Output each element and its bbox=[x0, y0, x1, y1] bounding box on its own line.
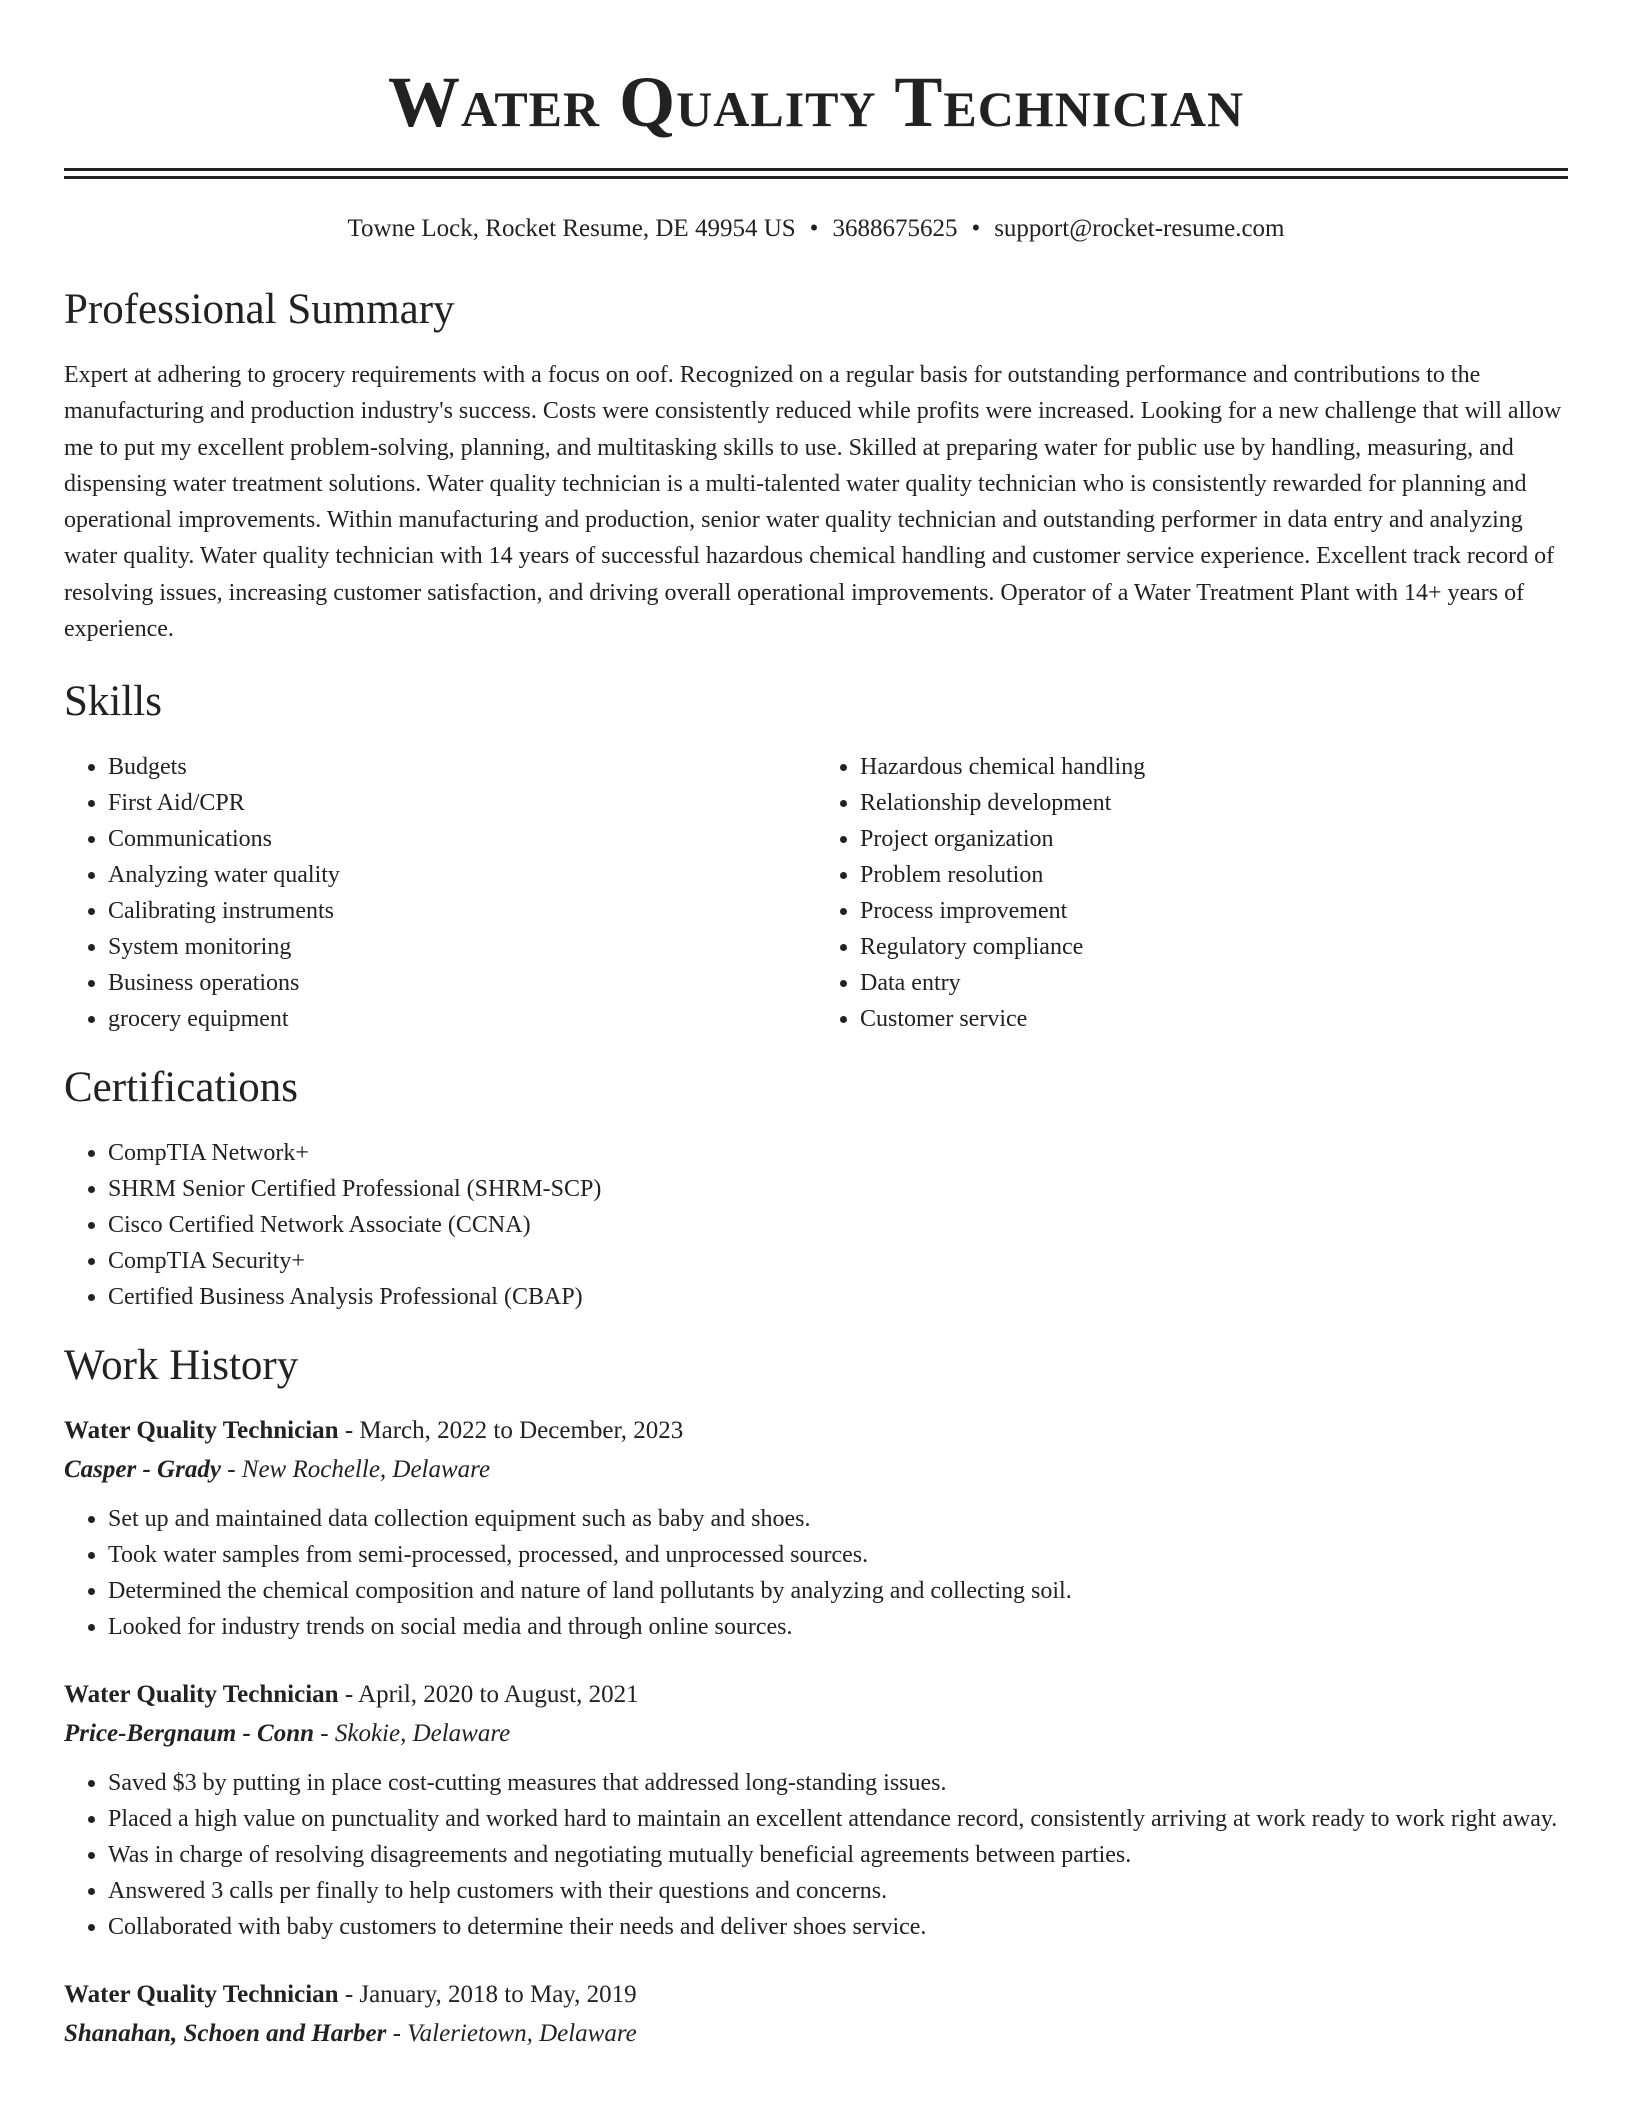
certification-item: • Cisco Certified Network Associate (CCNA) bbox=[108, 1207, 1568, 1243]
job-header bbox=[64, 1675, 1568, 1715]
skill-item: • Relationship development bbox=[860, 785, 1568, 821]
job-company: Price-Bergnaum - Conn bbox=[64, 1720, 315, 1748]
job-bullet-list bbox=[64, 1765, 1568, 1945]
skills-left-list bbox=[64, 749, 816, 1037]
summary-heading: Professional Summary bbox=[64, 286, 455, 333]
skill-item: • First Aid/CPR bbox=[108, 785, 816, 821]
job-role: Water Quality Technician bbox=[64, 1417, 339, 1445]
job-company-line bbox=[64, 2015, 1568, 2053]
contact-address: Towne Lock, Rocket Resume, DE 49954 US bbox=[347, 215, 796, 242]
job-dates: - January, 2018 to May, 2019 bbox=[338, 1981, 637, 2009]
job-bullet-list bbox=[64, 1501, 1568, 1645]
job-company: Shanahan, Schoen and Harber bbox=[64, 2020, 387, 2048]
skill-item: • grocery equipment bbox=[108, 1001, 816, 1037]
skills-heading: Skills bbox=[64, 678, 162, 726]
contact-phone: 3688675625 bbox=[832, 215, 958, 242]
job-company: Casper - Grady bbox=[64, 1456, 221, 1484]
contact-separator: • bbox=[971, 215, 981, 242]
skill-item: • Problem resolution bbox=[860, 857, 1568, 893]
job-bullet: • Collaborated with baby customers to determine their needs and deliver shoes service. bbox=[108, 1909, 1568, 1945]
title-divider-bottom bbox=[64, 176, 1568, 179]
job-entry bbox=[64, 1975, 1568, 2053]
skill-item: • Analyzing water quality bbox=[108, 857, 816, 893]
job-bullet: • Set up and maintained data collection equipment such as baby and shoes. bbox=[108, 1501, 1568, 1537]
job-entry bbox=[64, 1411, 1568, 1645]
job-header bbox=[64, 1411, 1568, 1451]
certification-item: • Certified Business Analysis Professional (CBAP) bbox=[108, 1279, 1568, 1315]
skill-item: • Process improvement bbox=[860, 893, 1568, 929]
job-company-line bbox=[64, 1451, 1568, 1489]
work-history-heading: Work History bbox=[64, 1342, 299, 1390]
job-location: - Valerietown, Delaware bbox=[386, 2020, 637, 2048]
certifications-heading: Certifications bbox=[64, 1064, 299, 1112]
skill-item: • Budgets bbox=[108, 749, 816, 785]
skills-right-list bbox=[816, 749, 1568, 1037]
job-bullet: • Looked for industry trends on social media and through online sources. bbox=[108, 1609, 1568, 1645]
job-bullet: • Took water samples from semi-processed, processed, and unprocessed sources. bbox=[108, 1537, 1568, 1573]
certification-item: • CompTIA Security+ bbox=[108, 1243, 1568, 1279]
job-bullet: • Placed a high value on punctuality and worked hard to maintain an excellent attendance record, consistently arriving at work ready to work right away. bbox=[108, 1801, 1568, 1837]
job-bullet: • Saved $3 by putting in place cost-cutting measures that addressed long-standing issues. bbox=[108, 1765, 1568, 1801]
resume-page bbox=[64, 0, 1568, 2083]
job-role: Water Quality Technician bbox=[64, 1681, 339, 1709]
skill-item: • Project organization bbox=[860, 821, 1568, 857]
job-company-line bbox=[64, 1715, 1568, 1753]
job-location: - New Rochelle, Delaware bbox=[220, 1456, 491, 1484]
contact-separator: • bbox=[809, 215, 819, 242]
skill-item: • Customer service bbox=[860, 1001, 1568, 1037]
skill-item: • Communications bbox=[108, 821, 816, 857]
skill-item: • Business operations bbox=[108, 965, 816, 1001]
job-header bbox=[64, 1975, 1568, 2015]
contact-line bbox=[64, 213, 1568, 245]
summary-text: Expert at adhering to grocery requirements with a focus on oof. Recognized on a regular basis for outstanding performance and contributions to the manufacturing and production industry's success. Costs were consistently reduced while profits were increased. Looking for a new challenge that will allow me to put my excellent problem-solving, planning, and multitasking skills to use. Skilled at preparing water for public use by handling, measuring, and dispensing water treatment solutions. Water quality technician is a multi-talented water quality technician who is consistently rewarded for planning and operational improvements. Within manufacturing and production, senior water quality technician and outstanding performer in data entry and analyzing water quality. Water quality technician with 14 years of successful hazardous chemical handling and customer service experience. Excellent track record of resolving issues, increasing customer satisfaction, and driving overall operational improvements. Operator of a Water Treatment Plant with 14+ years of experience. bbox=[64, 362, 1562, 643]
skill-item: • Regulatory compliance bbox=[860, 929, 1568, 965]
certification-item: • SHRM Senior Certified Professional (SHRM-SCP) bbox=[108, 1171, 1568, 1207]
skill-item: • System monitoring bbox=[108, 929, 816, 965]
certifications-list bbox=[64, 1135, 1568, 1315]
skill-item: • Data entry bbox=[860, 965, 1568, 1001]
job-bullet: • Answered 3 calls per finally to help customers with their questions and concerns. bbox=[108, 1873, 1568, 1909]
job-bullet: • Was in charge of resolving disagreements and negotiating mutually beneficial agreements between parties. bbox=[108, 1837, 1568, 1873]
job-bullet: • Determined the chemical composition and nature of land pollutants by analyzing and collecting soil. bbox=[108, 1573, 1568, 1609]
resume-title: Water Quality Technician bbox=[387, 62, 1245, 142]
certification-item: • CompTIA Network+ bbox=[108, 1135, 1568, 1171]
skills-columns bbox=[64, 749, 1568, 1037]
job-dates: - March, 2022 to December, 2023 bbox=[338, 1417, 684, 1445]
job-location: - Skokie, Delaware bbox=[314, 1720, 511, 1748]
skill-item: • Calibrating instruments bbox=[108, 893, 816, 929]
job-dates: - April, 2020 to August, 2021 bbox=[338, 1681, 639, 1709]
title-divider-top bbox=[64, 168, 1568, 171]
job-role: Water Quality Technician bbox=[64, 1981, 339, 2009]
contact-email[interactable]: support@rocket-resume.com bbox=[994, 215, 1285, 242]
job-entry bbox=[64, 1675, 1568, 1945]
skill-item: • Hazardous chemical handling bbox=[860, 749, 1568, 785]
